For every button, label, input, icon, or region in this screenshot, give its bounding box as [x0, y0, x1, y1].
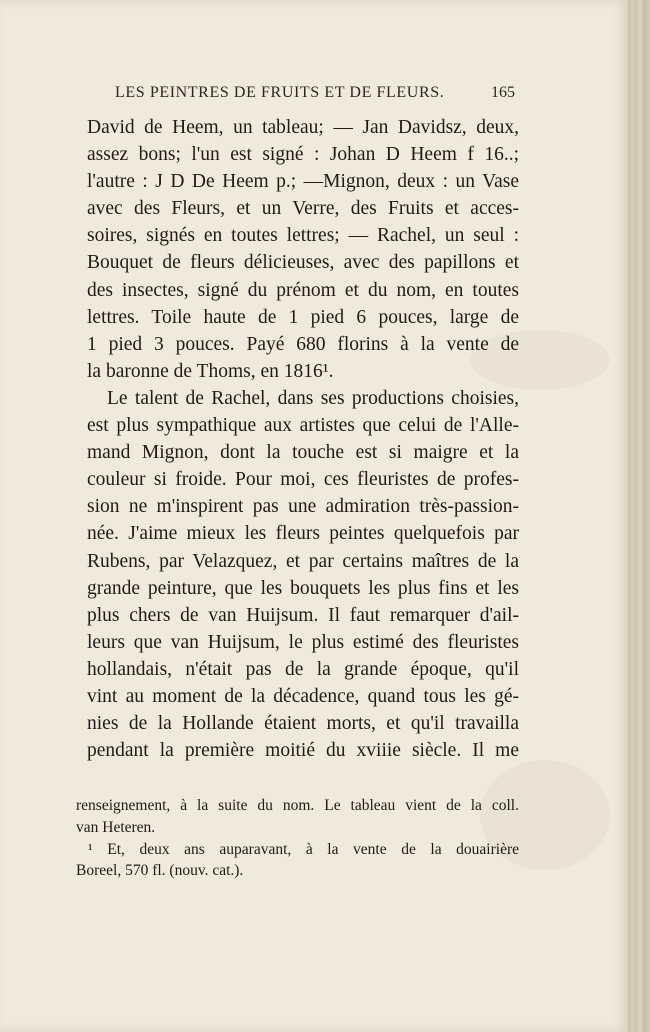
text-line: l'autre : J D De Heem p.; —Mignon, deux : un Vase — [87, 171, 519, 193]
running-title: LES PEINTRES DE FRUITS ET DE FLEURS. — [115, 84, 445, 101]
text-line: vint au moment de la décadence, quand tous les gé- — [87, 685, 519, 707]
footnote-line: van Heteren. — [76, 818, 156, 836]
page-edge — [628, 0, 650, 1032]
text-line: David de Heem, un tableau; — Jan Davidsz, deux, — [87, 117, 519, 138]
text-line: nies de la Hollande étaient morts, et qu'il travailla — [87, 713, 519, 735]
text-line: assez bons; l'un est signé : Johan D Heem f 16..; — [87, 144, 519, 166]
footnote-line: renseignement, à la suite du nom. Le tableau vient de la coll. — [76, 797, 519, 814]
text-line: pendant la première moitié du xviiie siècle. Il me — [87, 740, 519, 762]
text-line: Bouquet de fleurs délicieuses, avec des papillons et — [87, 252, 519, 274]
text-line: plus chers de van Huijsum. Il faut remarquer d'ail- — [87, 604, 519, 626]
text-line: leurs que van Huijsum, le plus estimé des fleuristes — [87, 631, 519, 653]
text-line: lettres. Toile haute de 1 pied 6 pouces, large de — [87, 306, 519, 328]
text-line: hollandais, n'était pas de la grande époque, qu'il — [87, 658, 519, 680]
text-line: couleur si froide. Pour moi, ces fleuristes de profes- — [87, 469, 519, 491]
footnotes — [76, 795, 519, 882]
text-line: avec des Fleurs, et un Verre, des Fruits et acces- — [87, 198, 519, 220]
text-line: est plus sympathique aux artistes que celui de l'Alle- — [87, 415, 519, 437]
text-line: 1 pied 3 pouces. Payé 680 florins à la vente de — [87, 333, 519, 355]
text-line: née. J'aime mieux les fleurs peintes quelquefois par — [87, 523, 519, 545]
footnote-line: ¹ Et, deux ans auparavant, à la vente de la douairière — [88, 840, 519, 858]
text-line: soires, signés en toutes lettres; — Rachel, un seul : — [87, 225, 519, 247]
text-line: des insectes, signé du prénom et du nom, en toutes — [87, 279, 519, 301]
body-text — [87, 114, 519, 764]
text-line: Le talent de Rachel, dans ses productions choisies, — [107, 387, 519, 409]
text-line: Rubens, par Velazquez, et par certains maîtres de la — [87, 550, 519, 572]
text-line: grande peinture, que les bouquets les plus fins et les — [87, 577, 519, 599]
text-line: mand Mignon, dont la touche est si maigre et la — [87, 442, 519, 464]
footnote-line: Boreel, 570 fl. (nouv. cat.). — [76, 862, 244, 880]
text-line: sion ne m'inspirent pas une admiration très-passion- — [87, 496, 519, 518]
page-number: 165 — [491, 84, 515, 101]
text-line: la baronne de Thoms, en 1816¹. — [87, 360, 334, 382]
running-header — [115, 84, 515, 106]
